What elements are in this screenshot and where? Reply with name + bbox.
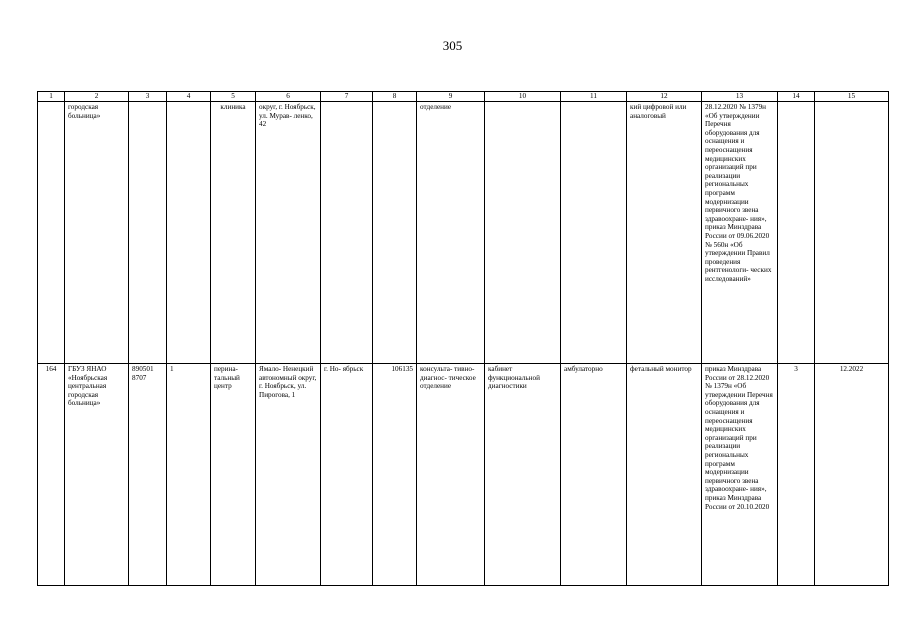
cell-cabinet: кабинет функциональной диагностики bbox=[485, 364, 561, 586]
column-number: 13 bbox=[702, 92, 778, 102]
column-number: 3 bbox=[129, 92, 167, 102]
table-row-continued bbox=[38, 102, 889, 364]
cell-legal-basis: 28.12.2020 № 1379н «Об утверждении Перечня оборудования для оснащения и переоснащения медицинских организаций при реализации региональных программ модернизации первичного звена здравоохране- ния», приказ Минздрава России от 09.06.2020 № 560н «Об утверждении Правил проведения рентгенологи- ческих исследований» bbox=[702, 102, 778, 364]
cell-care-form: амбулаторно bbox=[561, 364, 627, 586]
cell-unit-type: перина- тальный центр bbox=[211, 364, 256, 586]
cell-equipment: кий цифровой или аналоговый bbox=[627, 102, 702, 364]
cell-city: г. Но- ябрьск bbox=[321, 364, 373, 586]
column-number-row bbox=[38, 92, 889, 102]
column-number: 15 bbox=[815, 92, 889, 102]
column-number: 6 bbox=[256, 92, 321, 102]
cell-address: округ, г. Ноябрьск, ул. Мурав- ленко, 42 bbox=[256, 102, 321, 364]
cell-unit-type: клиника bbox=[211, 102, 256, 364]
cell-row-number bbox=[38, 102, 65, 364]
cell-care-form bbox=[561, 102, 627, 364]
column-number: 14 bbox=[778, 92, 815, 102]
cell-code: 890501 8707 bbox=[129, 364, 167, 586]
column-number: 9 bbox=[417, 92, 485, 102]
cell-legal-basis: приказ Минздрава России от 28.12.2020 № 1379н «Об утверждении Перечня оборудования для оснащения и переоснащения медицинских организаций при реализации региональных программ модернизации первичного звена здравоохране- ния», приказ Минздрава России от 20.10.2020 bbox=[702, 364, 778, 586]
equipment-table bbox=[37, 91, 889, 586]
cell-count: 1 bbox=[167, 364, 211, 586]
cell-code bbox=[129, 102, 167, 364]
column-number: 10 bbox=[485, 92, 561, 102]
cell-city bbox=[321, 102, 373, 364]
cell-organization: ГБУЗ ЯНАО «Ноябрьская центральная городская больница» bbox=[65, 364, 129, 586]
table-row-164 bbox=[38, 364, 889, 586]
column-number: 11 bbox=[561, 92, 627, 102]
cell-index: 106135 bbox=[373, 364, 417, 586]
cell-date bbox=[815, 102, 889, 364]
column-number: 2 bbox=[65, 92, 129, 102]
cell-department: консульта- тивно-диагнос- тическое отделение bbox=[417, 364, 485, 586]
cell-department: отделение bbox=[417, 102, 485, 364]
cell-date: 12.2022 bbox=[815, 364, 889, 586]
cell-address: Ямало- Ненецкий автономный округ, г. Ноябрьск, ул. Пирогова, 1 bbox=[256, 364, 321, 586]
cell-index bbox=[373, 102, 417, 364]
cell-organization: городская больница» bbox=[65, 102, 129, 364]
cell-row-number: 164 bbox=[38, 364, 65, 586]
cell-quantity bbox=[778, 102, 815, 364]
cell-cabinet bbox=[485, 102, 561, 364]
column-number: 1 bbox=[38, 92, 65, 102]
page-number: 305 bbox=[442, 38, 463, 53]
cell-count bbox=[167, 102, 211, 364]
column-number: 8 bbox=[373, 92, 417, 102]
column-number: 7 bbox=[321, 92, 373, 102]
cell-quantity: 3 bbox=[778, 364, 815, 586]
column-number: 4 bbox=[167, 92, 211, 102]
column-number: 12 bbox=[627, 92, 702, 102]
cell-equipment: фетальный монитор bbox=[627, 364, 702, 586]
column-number: 5 bbox=[211, 92, 256, 102]
